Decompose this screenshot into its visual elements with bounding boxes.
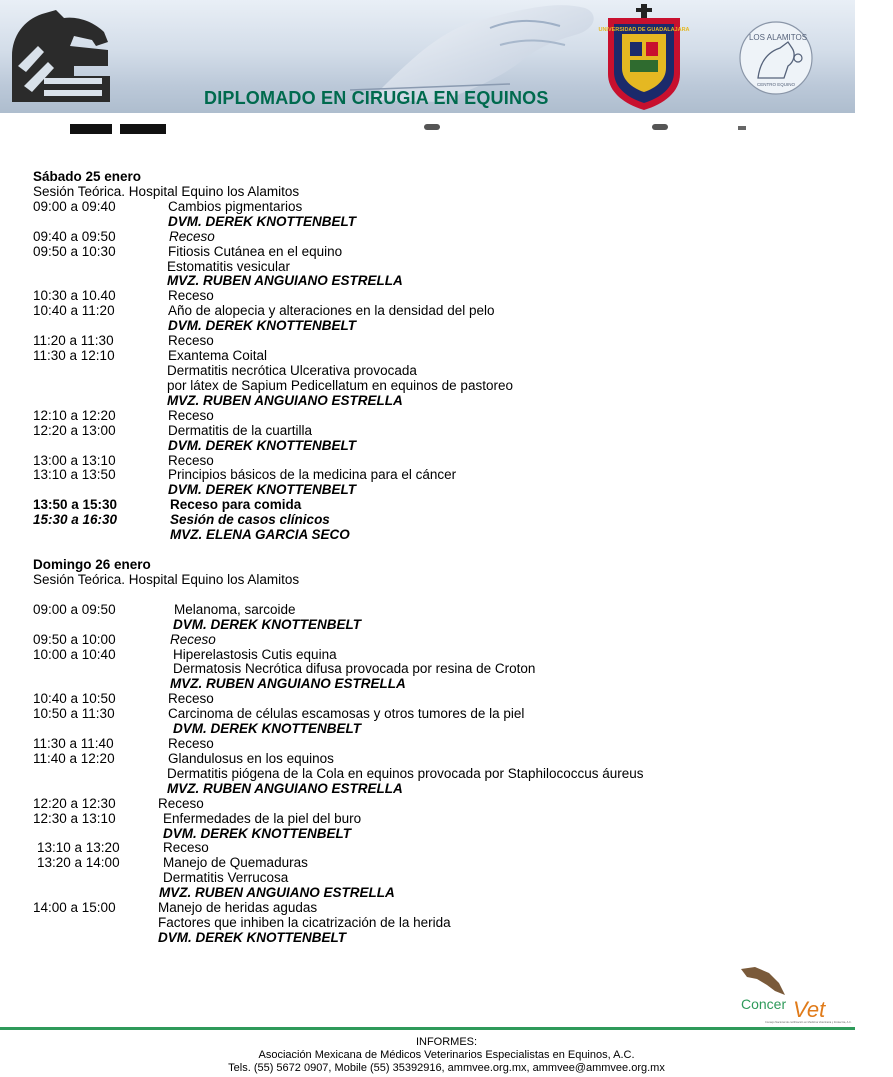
udg-seal-text: UNIVERSIDAD DE GUADALAJARA <box>598 27 690 33</box>
speaker-line: DVM. DEREK KNOTTENBELT <box>168 318 356 334</box>
schedule-row: Estomatitis vesicular <box>167 258 291 274</box>
los-alamitos-logo <box>736 18 816 98</box>
schedule-row: 13:00 a 13:10 Receso <box>33 452 214 468</box>
schedule-row: 12:20 a 13:00 Dermatitis de la cuartilla <box>33 422 313 438</box>
schedule-row: Dermatitis Verrucosa <box>163 870 289 886</box>
schedule-row: 11:20 a 11:30 Receso <box>33 333 214 349</box>
banner-cutoff-strip <box>0 118 855 134</box>
day-heading: Sábado 25 enero <box>33 169 142 184</box>
schedule-row: 09:50 a 10:30 Fitiosis Cutánea en el equino <box>33 243 343 259</box>
schedule-row: 10:00 a 10:40 Hiperelastosis Cutis equina <box>33 646 337 662</box>
speaker-line: MVZ. RUBEN ANGUIANO ESTRELLA <box>170 676 406 692</box>
speaker-line: DVM. DEREK KNOTTENBELT <box>173 616 361 632</box>
session-info: Sesión Teórica. Hospital Equino los Alamitos <box>33 571 300 587</box>
footer-contact: Tels. (55) 5672 0907, Mobile (55) 35392916, ammvee.org.mx, ammvee@ammvee.org.mx <box>228 1062 665 1074</box>
schedule-row: 13:50 a 15:30 Receso para comida <box>33 497 302 513</box>
day-heading: Domingo 26 enero <box>33 556 151 572</box>
concervet-logo <box>735 965 852 1027</box>
speaker-line: DVM. DEREK KNOTTENBELT <box>163 825 351 841</box>
speaker-line: MVZ. RUBEN ANGUIANO ESTRELLA <box>167 780 403 796</box>
schedule-row: 09:00 a 09:50 Melanoma, sarcoide <box>33 601 296 617</box>
schedule-row: Dermatitis necrótica Ulcerativa provocada <box>167 362 417 378</box>
schedule-row: 09:40 a 09:50 Receso <box>33 228 215 244</box>
schedule-row: 10:40 a 11:20 Año de alopecia y alteraciones en la densidad del pelo <box>33 303 495 319</box>
schedule-row: 12:10 a 12:20 Receso <box>33 407 214 423</box>
schedule <box>33 170 853 946</box>
schedule-row: 14:00 a 15:00 Manejo de heridas agudas <box>33 900 318 916</box>
schedule-row: Dermatitis piógena de la Cola en equinos provocada por Staphilococcus áureus <box>167 765 644 781</box>
schedule-row: 15:30 a 16:30 Sesión de casos clínicos <box>33 512 330 528</box>
udg-seal-logo <box>598 4 690 110</box>
speaker-line: MVZ. RUBEN ANGUIANO ESTRELLA <box>167 392 403 408</box>
concervet-tagline: Consejo Nacional de certificación en Medicina Veterinaria y Zootecnia, A.C. <box>765 1021 852 1024</box>
footer-divider <box>0 1027 855 1030</box>
schedule-row: Factores que inhiben la cicatrización de la herida <box>158 915 451 931</box>
speaker-line: MVZ. ELENA GARCIA SECO <box>170 527 350 543</box>
schedule-row: por látex de Sapium Pedicellatum en equinos de pastoreo <box>167 377 513 393</box>
schedule-row: 11:30 a 11:40 Receso <box>33 736 214 752</box>
schedule-row: 10:40 a 10:50 Receso <box>33 691 214 707</box>
page-title: DIPLOMADO EN CIRUGIA EN EQUINOS <box>204 88 549 108</box>
concervet-brand-a: Concer <box>741 996 787 1012</box>
speaker-line: DVM. DEREK KNOTTENBELT <box>168 213 356 229</box>
alamitos-logo-subtext: CENTRO EQUINO <box>756 82 796 87</box>
horse-head-logo <box>4 6 116 106</box>
speaker-line: MVZ. RUBEN ANGUIANO ESTRELLA <box>167 273 403 289</box>
speaker-line: DVM. DEREK KNOTTENBELT <box>168 437 356 453</box>
schedule-row: 12:20 a 12:30 Receso <box>33 795 204 811</box>
schedule-row: Dermatosis Necrótica difusa provocada por resina de Croton <box>173 661 536 677</box>
footer-label: INFORMES: <box>415 1036 478 1048</box>
speaker-line: DVM. DEREK KNOTTENBELT <box>158 930 346 946</box>
speaker-line: DVM. DEREK KNOTTENBELT <box>168 482 356 498</box>
schedule-row: 11:40 a 12:20 Glandulosus en los equinos <box>33 750 334 766</box>
session-info: Sesión Teórica. Hospital Equino los Alamitos <box>33 183 300 199</box>
schedule-row: 09:00 a 09:40 Cambios pigmentarios <box>33 198 303 214</box>
schedule-row: 10:50 a 11:30 Carcinoma de células escamosas y otros tumores de la piel <box>33 706 525 722</box>
speaker-line: DVM. DEREK KNOTTENBELT <box>173 721 361 737</box>
schedule-row: 09:50 a 10:00 Receso <box>33 631 216 647</box>
header-banner <box>0 0 855 113</box>
schedule-row: 12:30 a 13:10 Enfermedades de la piel del buro <box>33 810 362 826</box>
alamitos-logo-text: LOS ALAMITOS <box>748 33 808 42</box>
schedule-row: 13:20 a 14:00 Manejo de Quemaduras <box>37 855 308 871</box>
schedule-row: 13:10 a 13:50 Principios básicos de la medicina para el cáncer <box>33 467 457 483</box>
speaker-line: MVZ. RUBEN ANGUIANO ESTRELLA <box>159 885 395 901</box>
schedule-row: 10:30 a 10.40 Receso <box>33 288 214 304</box>
footer-organization: Asociación Mexicana de Médicos Veterinarios Especialistas en Equinos, A.C. <box>258 1049 635 1061</box>
concervet-brand-b: Vet <box>793 997 826 1022</box>
schedule-row: 11:30 a 12:10 Exantema Coital <box>33 348 268 364</box>
schedule-row: 13:10 a 13:20 Receso <box>37 840 209 856</box>
footer <box>0 1036 893 1075</box>
